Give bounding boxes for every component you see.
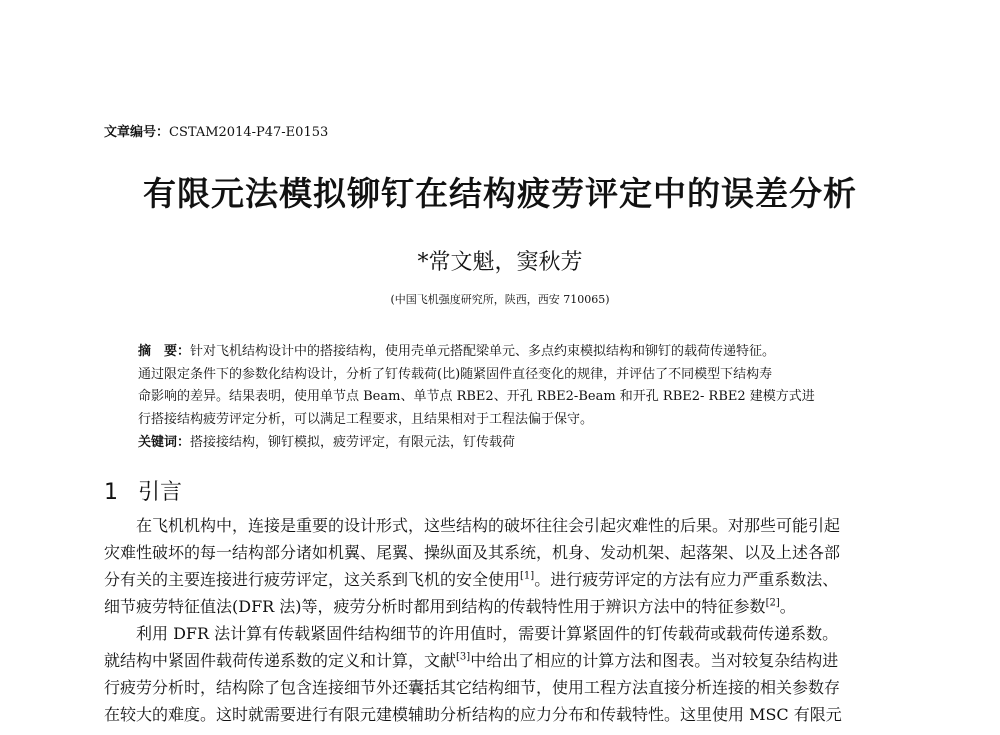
abstract-text: 针对飞机结构设计中的搭接结构，使用壳单元搭配梁单元、多点约束模拟结构和铆钉的载荷传递特征。 (190, 344, 776, 359)
keywords (138, 431, 515, 450)
abstract-label: 摘 要： (138, 344, 191, 359)
paragraph-fragment: 中给出了相应的计算方法和图表。当对较复杂结构进 (470, 651, 839, 670)
paper-title: 有限元法模拟铆钉在结构疲劳评定中的误差分析 (143, 174, 857, 213)
paragraph-line: 行疲劳分析时，结构除了包含连接细节外还囊括其它结构细节，使用工程方法直接分析连接的相关参数存 (104, 678, 841, 697)
authors: *常文魁，窦秋芳 (417, 250, 583, 275)
section-number: 1 (104, 480, 118, 505)
body-text (104, 512, 924, 728)
article-number (104, 121, 328, 140)
keywords-label: 关键词： (138, 435, 191, 450)
keywords-text: 搭接接结构，铆钉模拟，疲劳评定，有限元法，钉传载荷 (190, 435, 516, 450)
paragraph-line (104, 566, 924, 593)
abstract-line: 行搭接结构疲劳评定分析，可以满足工程要求，且结果相对于工程法偏于保守。 (138, 411, 594, 427)
affiliation: (中国飞机强度研究所，陕西，西安 710065) (390, 293, 610, 306)
paragraph-line: 在飞机机构中，连接是重要的设计形式，这些结构的破坏往往会引起灾难性的后果。对那些可能引起 (136, 516, 841, 535)
paragraph-line: 灾难性破坏的每一结构部分诸如机翼、尾翼、操纵面及其系统，机身、发动机架、起落架、以及上述各部 (104, 543, 841, 562)
citation-ref: [2] (765, 597, 780, 609)
paragraph-fragment: 。 (779, 597, 796, 616)
paragraph-fragment: 。进行疲劳评定的方法有应力严重系数法、 (534, 570, 839, 589)
paragraph-fragment: 细节疲劳特征值法(DFR 法)等，疲劳分析时都用到结构的传载特性用于辨识方法中的特征参数 (104, 597, 766, 616)
paragraph-line (104, 647, 924, 674)
paragraph-line: 利用 DFR 法计算有传载紧固件结构细节的许用值时，需要计算紧固件的钉传载荷或载荷传递系数。 (136, 624, 839, 643)
abstract-line: 通过限定条件下的参数化结构设计，分析了钉传载荷(比)随紧固件直径变化的规律，并评估了不同模型下结构寿 (138, 366, 773, 382)
section-title: 引言 (138, 480, 183, 505)
article-number-value: CSTAM2014-P47-E0153 (169, 125, 329, 140)
section-heading (104, 475, 182, 506)
abstract (138, 341, 890, 431)
paragraph-fragment: 分有关的主要连接进行疲劳评定，这关系到飞机的安全使用 (104, 570, 521, 589)
article-number-label: 文章编号： (104, 125, 170, 140)
abstract-line: 命影响的差异。结果表明，使用单节点 Beam、单节点 RBE2、开孔 RBE2-Beam 和开孔 RBE2- RBE2 建模方式进 (138, 389, 815, 404)
abstract-line (138, 341, 890, 364)
paragraph-line (104, 593, 924, 620)
citation-ref: [1] (520, 570, 535, 582)
paragraph-line: 在较大的难度。这时就需要进行有限元建模辅助分析结构的应力分布和传载特性。这里使用 MSC 有限元 (104, 705, 842, 724)
citation-ref: [3] (456, 651, 471, 663)
paragraph-fragment: 就结构中紧固件载荷传递系数的定义和计算，文献 (104, 651, 457, 670)
